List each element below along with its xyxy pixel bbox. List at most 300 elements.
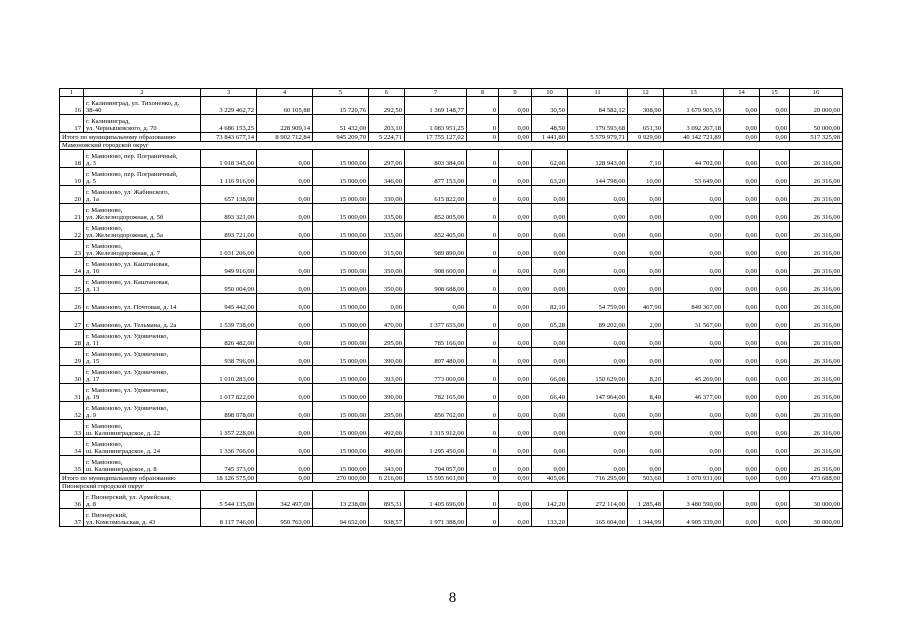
address-cell [84, 294, 201, 312]
total-value: 0 [467, 133, 499, 142]
value-cell: 30 000,00 [790, 491, 843, 509]
value-cell: 82,10 [532, 294, 568, 312]
value-cell: 0,00 [499, 366, 532, 384]
value-cell: 0,00 [499, 456, 532, 474]
value-cell: 0,00 [760, 222, 790, 240]
value-cell: 0,00 [532, 330, 568, 348]
address-line: г. Мамоново, [86, 206, 123, 214]
row-number: 27 [60, 312, 84, 330]
value-cell: 0,00 [499, 312, 532, 330]
value-cell: 0,00 [568, 204, 628, 222]
value-cell: 0 [467, 186, 499, 204]
address-cell [84, 222, 201, 240]
section-row [60, 141, 843, 150]
address-line: г. Пионерский, [86, 511, 128, 519]
address-cell [84, 312, 201, 330]
table-row [60, 204, 843, 222]
value-cell: 0,00 [257, 384, 313, 402]
total-value: 1 441,80 [532, 133, 568, 142]
value-cell: 0,00 [628, 420, 664, 438]
value-cell: 335,00 [369, 222, 405, 240]
value-cell: 26 316,00 [790, 222, 843, 240]
value-cell: 15 000,00 [313, 258, 369, 276]
value-cell: 8,20 [628, 366, 664, 384]
value-cell: 949 916,00 [201, 258, 257, 276]
address-line: г. Калининград, [86, 117, 130, 125]
value-cell: 0,00 [532, 204, 568, 222]
total-value: 0,00 [760, 133, 790, 142]
value-cell: 0,00 [257, 402, 313, 420]
value-cell: 470,00 [369, 312, 405, 330]
total-label: Итого по муниципальному образованию [60, 474, 201, 483]
value-cell: 5 544 135,00 [201, 491, 257, 509]
value-cell: 0,00 [724, 258, 760, 276]
value-cell: 15 000,00 [313, 222, 369, 240]
header-cell: 14 [724, 89, 760, 97]
value-cell: 147 964,00 [568, 384, 628, 402]
value-cell: 0,00 [499, 276, 532, 294]
value-cell: 0,00 [628, 222, 664, 240]
address-line: д. 9 [86, 412, 96, 419]
value-cell: 0,00 [724, 204, 760, 222]
value-cell: 1 017 822,00 [201, 384, 257, 402]
value-cell: 0 [467, 509, 499, 527]
total-value: 0 [467, 474, 499, 483]
address-line: ул. Железнодорожная, д. 5а [86, 232, 163, 239]
table-row [60, 115, 843, 133]
value-cell: 0,00 [760, 491, 790, 509]
value-cell: 0,00 [532, 240, 568, 258]
value-cell: 0,00 [257, 438, 313, 456]
value-cell: 0,00 [724, 312, 760, 330]
value-cell: 0,00 [760, 330, 790, 348]
address-cell [84, 258, 201, 276]
value-cell: 15 000,00 [313, 168, 369, 186]
value-cell: 54 759,00 [568, 294, 628, 312]
value-cell: 0,00 [532, 186, 568, 204]
value-cell: 0 [467, 330, 499, 348]
total-value: 9 929,00 [628, 133, 664, 142]
row-number: 25 [60, 276, 84, 294]
value-cell: 0 [467, 366, 499, 384]
address-line: ул. Железнодорожная, д. 7 [86, 250, 161, 257]
value-cell: 15 000,00 [313, 384, 369, 402]
value-cell: 0,00 [760, 348, 790, 366]
total-value: 1 070 931,00 [664, 474, 724, 483]
row-number: 24 [60, 258, 84, 276]
data-table [59, 88, 843, 527]
address-line: 38-40 [86, 107, 102, 114]
header-cell: 7 [405, 89, 467, 97]
row-number: 28 [60, 330, 84, 348]
address-line: г. Мамоново, ул. Каштановая, [86, 278, 170, 286]
value-cell: 0,00 [257, 258, 313, 276]
value-cell: 390,00 [369, 348, 405, 366]
value-cell: 945 442,00 [201, 294, 257, 312]
address-line: г. Мамоново, ул. Почтовая, д. 14 [86, 304, 177, 311]
value-cell: 785 166,00 [405, 330, 467, 348]
total-value: 73 843 677,14 [201, 133, 257, 142]
value-cell: 938 796,00 [201, 348, 257, 366]
address-line: д. 11 [86, 340, 100, 347]
address-line: ш. Калининградское, д. 24 [86, 448, 160, 455]
value-cell: 15 000,00 [313, 420, 369, 438]
value-cell: 390,00 [369, 384, 405, 402]
value-cell: 0,00 [628, 258, 664, 276]
total-value: 517 325,98 [790, 133, 843, 142]
value-cell: 773 069,00 [405, 366, 467, 384]
address-cell [84, 402, 201, 420]
table-row [60, 258, 843, 276]
value-cell: 0,00 [760, 384, 790, 402]
value-cell: 50 000,00 [790, 115, 843, 133]
total-value: 945 209,70 [313, 133, 369, 142]
value-cell: 228 909,14 [257, 115, 313, 133]
value-cell: 26 316,00 [790, 330, 843, 348]
value-cell: 0,00 [568, 438, 628, 456]
value-cell: 1 369 148,77 [405, 97, 467, 115]
value-cell: 26 316,00 [790, 276, 843, 294]
address-cell [84, 456, 201, 474]
address-line: г. Мамоново, ул. Удовиченко, [86, 368, 169, 376]
value-cell: 0,00 [664, 240, 724, 258]
value-cell: 0 [467, 456, 499, 474]
value-cell: 1 083 951,25 [405, 115, 467, 133]
value-cell: 0,00 [499, 384, 532, 402]
value-cell: 0,00 [724, 420, 760, 438]
value-cell: 0,00 [257, 186, 313, 204]
value-cell: 0,00 [724, 240, 760, 258]
address-line: д. 10 [86, 268, 100, 275]
value-cell: 350,00 [369, 276, 405, 294]
value-cell: 15 000,00 [313, 294, 369, 312]
section-row [60, 482, 843, 491]
value-cell: 0 [467, 402, 499, 420]
header-cell: 11 [568, 89, 628, 97]
value-cell: 15 000,00 [313, 312, 369, 330]
address-cell [84, 509, 201, 527]
value-cell: 0,00 [664, 276, 724, 294]
value-cell: 0,00 [724, 168, 760, 186]
value-cell: 0,00 [760, 312, 790, 330]
value-cell: 782 165,00 [405, 384, 467, 402]
value-cell: 0,00 [760, 186, 790, 204]
total-value: 0,00 [724, 133, 760, 142]
total-value: 0,00 [724, 474, 760, 483]
total-value: 0,00 [499, 133, 532, 142]
value-cell: 26 316,00 [790, 438, 843, 456]
value-cell: 0,00 [499, 222, 532, 240]
value-cell: 15 000,00 [313, 276, 369, 294]
table-row [60, 456, 843, 474]
value-cell: 3 092 267,18 [664, 115, 724, 133]
value-cell: 292,50 [369, 97, 405, 115]
row-number: 32 [60, 402, 84, 420]
value-cell: 877 153,00 [405, 168, 467, 186]
address-cell [84, 240, 201, 258]
address-line: ш. Калининградское, д. 8 [86, 466, 157, 473]
table-row [60, 97, 843, 115]
table-row [60, 276, 843, 294]
value-cell: 0 [467, 491, 499, 509]
value-cell: 1 018 345,00 [201, 150, 257, 168]
address-cell [84, 150, 201, 168]
value-cell: 0,00 [499, 97, 532, 115]
value-cell: 342 497,00 [257, 491, 313, 509]
value-cell: 53 649,00 [664, 168, 724, 186]
value-cell: 26 316,00 [790, 384, 843, 402]
header-cell: 4 [257, 89, 313, 97]
value-cell: 893 721,00 [201, 222, 257, 240]
value-cell: 0 [467, 384, 499, 402]
value-cell: 15 000,00 [313, 204, 369, 222]
value-cell: 0,00 [760, 150, 790, 168]
value-cell: 0,00 [628, 348, 664, 366]
total-value: 17 755 127,02 [405, 133, 467, 142]
value-cell: 826 482,00 [201, 330, 257, 348]
value-cell: 0,00 [724, 97, 760, 115]
value-cell: 0 [467, 258, 499, 276]
value-cell: 704 057,00 [405, 456, 467, 474]
value-cell: 908 688,00 [405, 276, 467, 294]
table-row [60, 348, 843, 366]
value-cell: 0,00 [628, 402, 664, 420]
value-cell: 203,10 [369, 115, 405, 133]
value-cell: 26 316,00 [790, 150, 843, 168]
total-value: 40 142 721,89 [664, 133, 724, 142]
value-cell: 0,00 [760, 420, 790, 438]
value-cell: 0,00 [568, 186, 628, 204]
value-cell: 490,00 [369, 438, 405, 456]
value-cell: 0,00 [499, 509, 532, 527]
value-cell: 0,00 [568, 420, 628, 438]
value-cell: 2,00 [628, 312, 664, 330]
value-cell: 0,00 [628, 240, 664, 258]
value-cell: 0,00 [532, 438, 568, 456]
value-cell: 0,00 [257, 312, 313, 330]
value-cell: 0,00 [760, 366, 790, 384]
row-number: 20 [60, 186, 84, 204]
address-line: г. Мамоново, [86, 440, 123, 448]
address-line: д. 5 [86, 178, 96, 185]
value-cell: 0,00 [568, 456, 628, 474]
row-number: 17 [60, 115, 84, 133]
value-cell: 0,00 [760, 456, 790, 474]
value-cell: 343,00 [369, 456, 405, 474]
value-cell: 15 000,00 [313, 186, 369, 204]
total-row [60, 474, 843, 483]
value-cell: 0,00 [257, 456, 313, 474]
total-row [60, 133, 843, 142]
value-cell: 10,00 [628, 168, 664, 186]
value-cell: 15 000,00 [313, 366, 369, 384]
value-cell: 0,00 [664, 330, 724, 348]
value-cell: 0,00 [499, 420, 532, 438]
header-cell: 1 [60, 89, 84, 97]
value-cell: 133,20 [532, 509, 568, 527]
value-cell: 0,00 [532, 456, 568, 474]
total-value: 8 902 712,84 [257, 133, 313, 142]
value-cell: 297,00 [369, 150, 405, 168]
value-cell: 15 000,00 [313, 240, 369, 258]
value-cell: 1 315 912,00 [405, 420, 467, 438]
value-cell: 0,00 [532, 402, 568, 420]
table-row [60, 509, 843, 527]
value-cell: 330,00 [369, 186, 405, 204]
value-cell: 0,00 [628, 204, 664, 222]
value-cell: 0,00 [257, 150, 313, 168]
table-row [60, 366, 843, 384]
total-value: 473 688,00 [790, 474, 843, 483]
total-value: 15 595 661,00 [405, 474, 467, 483]
address-cell [84, 204, 201, 222]
value-cell: 0,00 [760, 168, 790, 186]
total-value: 6 216,00 [369, 474, 405, 483]
header-cell: 2 [84, 89, 201, 97]
value-cell: 308,90 [628, 97, 664, 115]
table-row [60, 150, 843, 168]
header-cell: 8 [467, 89, 499, 97]
value-cell: 1 295 450,00 [405, 438, 467, 456]
value-cell: 13 238,00 [313, 491, 369, 509]
value-cell: 657 138,00 [201, 186, 257, 204]
value-cell: 0,00 [664, 420, 724, 438]
value-cell: 3 229 462,72 [201, 97, 257, 115]
value-cell: 0 [467, 204, 499, 222]
value-cell: 0,00 [532, 276, 568, 294]
value-cell: 615 822,00 [405, 186, 467, 204]
value-cell: 1 377 653,00 [405, 312, 467, 330]
value-cell: 0,00 [760, 294, 790, 312]
value-cell: 30,50 [532, 97, 568, 115]
value-cell: 142,20 [532, 491, 568, 509]
value-cell: 852 405,00 [405, 222, 467, 240]
value-cell: 1 031 206,00 [201, 240, 257, 258]
value-cell: 26 316,00 [790, 312, 843, 330]
value-cell: 15 000,00 [313, 150, 369, 168]
table-row [60, 491, 843, 509]
address-cell [84, 115, 201, 133]
value-cell: 0,00 [257, 222, 313, 240]
value-cell: 0,00 [760, 115, 790, 133]
total-value: 503,60 [628, 474, 664, 483]
address-line: г. Мамоново, ул. Удовиченко, [86, 350, 169, 358]
address-line: г. Мамоново, [86, 224, 123, 232]
address-line: г. Мамоново, ул. Жабинского, [86, 188, 170, 196]
value-cell: 346,00 [369, 168, 405, 186]
value-cell: 0,00 [664, 438, 724, 456]
header-cell: 16 [790, 89, 843, 97]
address-line: д. 15 [86, 358, 100, 365]
address-line: ул. Комсомольская, д. 43 [86, 519, 156, 526]
value-cell: 0,00 [760, 438, 790, 456]
total-value: 716 295,00 [568, 474, 628, 483]
value-cell: 66,40 [532, 384, 568, 402]
address-line: г. Мамоново, [86, 422, 123, 430]
total-label: Итого по муниципальному образованию [60, 133, 201, 142]
value-cell: 0,00 [628, 330, 664, 348]
address-line: ул. Железнодорожная, д. 5б [86, 214, 164, 221]
value-cell: 0,00 [405, 294, 467, 312]
table-row [60, 420, 843, 438]
value-cell: 150 629,00 [568, 366, 628, 384]
header-cell: 3 [201, 89, 257, 97]
value-cell: 0,00 [724, 366, 760, 384]
address-line: д. 3 [86, 160, 96, 167]
value-cell: 0,00 [499, 168, 532, 186]
value-cell: 0 [467, 97, 499, 115]
value-cell: 0,00 [724, 294, 760, 312]
value-cell: 0,00 [499, 330, 532, 348]
value-cell: 0 [467, 438, 499, 456]
value-cell: 0,00 [257, 276, 313, 294]
value-cell: 950 763,00 [257, 509, 313, 527]
value-cell: 0,00 [257, 366, 313, 384]
value-cell: 938,57 [369, 509, 405, 527]
value-cell: 0,00 [724, 222, 760, 240]
value-cell: 0 [467, 420, 499, 438]
value-cell: 0,00 [257, 240, 313, 258]
address-cell [84, 420, 201, 438]
address-line: г. Мамоново, пер. Пограничный, [86, 170, 178, 178]
address-line: ш. Калининградское, д. 22 [86, 430, 160, 437]
address-cell [84, 366, 201, 384]
address-cell [84, 168, 201, 186]
value-cell: 0 [467, 276, 499, 294]
value-cell: 492,00 [369, 420, 405, 438]
value-cell: 350,00 [369, 258, 405, 276]
table-row [60, 330, 843, 348]
value-cell: 272 114,00 [568, 491, 628, 509]
value-cell: 893 321,00 [201, 204, 257, 222]
value-cell: 0,00 [664, 186, 724, 204]
value-cell: 3 480 590,00 [664, 491, 724, 509]
value-cell: 46 377,00 [664, 384, 724, 402]
value-cell: 0,00 [257, 348, 313, 366]
value-cell: 0,00 [257, 330, 313, 348]
value-cell: 165 604,00 [568, 509, 628, 527]
value-cell: 30 000,00 [790, 509, 843, 527]
value-cell: 0 [467, 115, 499, 133]
value-cell: 26 316,00 [790, 366, 843, 384]
total-value: 405,06 [532, 474, 568, 483]
value-cell: 26 316,00 [790, 402, 843, 420]
value-cell: 0,00 [532, 348, 568, 366]
value-cell: 0,00 [499, 258, 532, 276]
table-row [60, 186, 843, 204]
value-cell: 0,00 [532, 258, 568, 276]
row-number: 35 [60, 456, 84, 474]
row-number: 16 [60, 97, 84, 115]
value-cell: 0,00 [257, 168, 313, 186]
address-cell [84, 97, 201, 115]
value-cell: 0,00 [628, 186, 664, 204]
row-number: 36 [60, 491, 84, 509]
value-cell: 15 000,00 [313, 438, 369, 456]
value-cell: 15 000,00 [313, 330, 369, 348]
value-cell: 651,30 [628, 115, 664, 133]
address-cell [84, 384, 201, 402]
value-cell: 0 [467, 222, 499, 240]
value-cell: 852 005,00 [405, 204, 467, 222]
value-cell: 66,08 [532, 366, 568, 384]
value-cell: 0,00 [724, 456, 760, 474]
value-cell: 0 [467, 168, 499, 186]
value-cell: 1 116 916,00 [201, 168, 257, 186]
value-cell: 0,00 [664, 348, 724, 366]
section-label: Пионерский городской округ [60, 482, 843, 491]
value-cell: 0,00 [724, 509, 760, 527]
